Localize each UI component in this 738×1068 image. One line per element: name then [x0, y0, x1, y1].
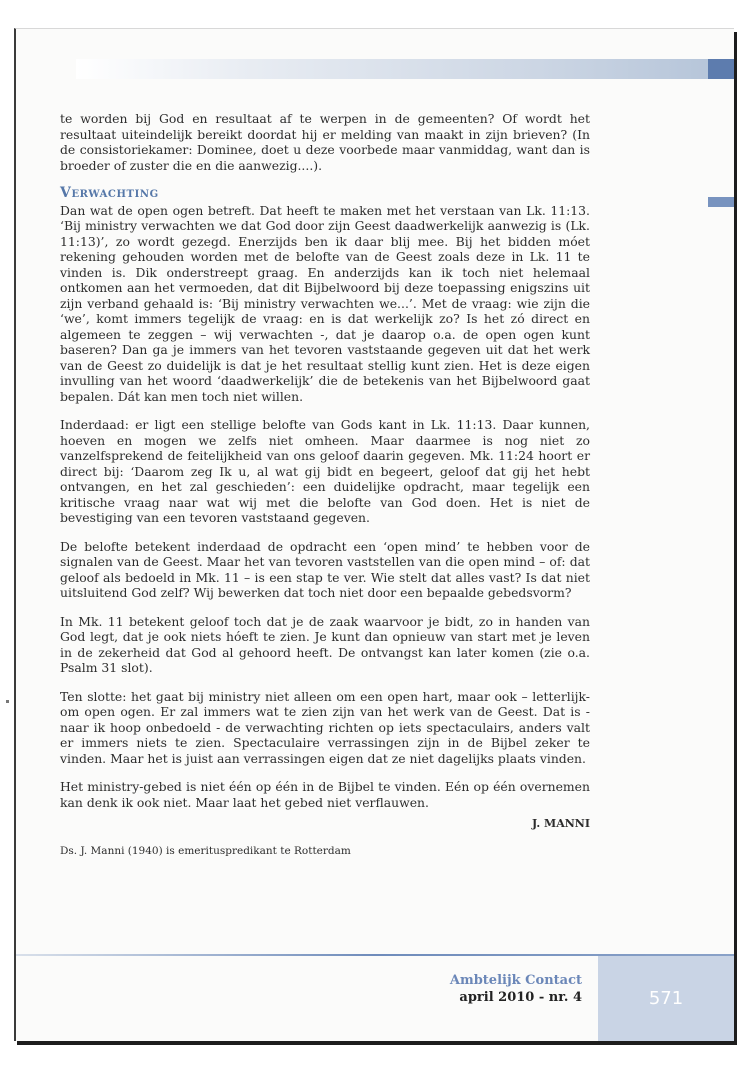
page-number: 571 — [648, 988, 684, 1009]
header-bar-accent — [708, 59, 734, 79]
page-number-block — [598, 956, 734, 1041]
journal-issue: april 2010 - nr. 4 — [459, 990, 582, 1005]
section-heading: Verwachting — [60, 185, 159, 201]
paragraph-5: Ten slotte: het gaat bij ministry niet alleen om een open hart, maar ook – letterlijk- om open ogen. Er zal immers wat te zien zijn van het werk van de Geest. Dat is - naar ik hoop onbedoeld - de verwachting richten op iets spectaculairs, anders valt er immers niets te zien. Spectaculaire verrassingen zijn in de Bijbel zeker te vinden. Maar het is juist aan verrassingen eigen dat ze niet dagelijks plaats vinden. — [60, 688, 590, 766]
intro-paragraph: te worden bij God en resultaat af te werpen in de gemeenten? Of wordt het resultaat uiteindelijk bereikt doordat hij er melding van maakt in zijn brieven? (In de consistoriekamer: Dominee, doet u deze voorbede maar vanmiddag, want dan is broeder of zuster die en die aanwezig....). — [60, 111, 590, 173]
paragraph-3: De belofte betekent inderdaad de opdracht een ‘open mind’ te hebben voor de signalen van de Geest. Maar het van tevoren vaststellen van die open mind – of: dat geloof als bedoeld in Mk. 11 – is een stap te ver. Wie stelt dat alles vast? Is dat niet uitsluitend God zelf? Wij bewerken dat toch niet door een bepaalde gebedsvorm? — [60, 538, 590, 600]
paragraph-2: Inderdaad: er ligt een stellige belofte van Gods kant in Lk. 11:13. Daar kunnen, hoeven en mogen we zelfs niet omheen. Maar daarmee is nog niet zo vanzelfsprekend de feitelijkheid van ons geloof daarin gegeven. Mk. 11:24 hoort er direct bij: ‘Daarom zeg Ik u, al wat gij bidt en begeert, geloof dat gij het hebt ontvangen, en het zal geschieden’: een duidelijke opdracht, maar tegelijk een kritische vraag naar wat wij met die belofte van God doen. Het is niet de bevestiging van een tevoren vaststaand gegeven. — [60, 417, 590, 525]
margin-mark — [6, 700, 9, 703]
side-marker — [708, 197, 734, 207]
article-body — [60, 111, 590, 872]
header-bar — [76, 59, 734, 79]
paragraph-6: Het ministry-gebed is niet één op één in de Bijbel te vinden. Eén op één overnemen kan denk ik ook niet. Maar laat het gebed niet verflauwen. — [60, 779, 590, 810]
author-bio: Ds. J. Manni (1940) is emerituspredikant te Rotterdam — [60, 844, 351, 857]
paragraph-1: Dan wat de open ogen betreft. Dat heeft te maken met het verstaan van Lk. 11:13. ‘Bij ministry verwachten we dat God door zijn Geest daadwerkelijk aanwezig is (Lk. 11:13)’, zo wordt gezegd. Enerzijds ben ik daar blij mee. Bij het bidden móet rekening gehouden worden met de belofte van de Geest zoals deze in Lk. 11 te vinden is. Dik onderstreept graag. En anderzijds kan ik toch niet helemaal ontkomen aan het vermoeden, dat dit Bijbelwoord bij deze toepassing enigszins uit zijn verband gehaald is: ‘Bij ministry verwachten we...’. Met de vraag: wie zijn die ‘we’, komt immers tegelijk de vraag: en is dat werkelijk zo? Is het zó direct en algemeen te zeggen – wij verwachten -, dat je daarop o.a. de open ogen kunt baseren? Dan ga je immers van het tevoren vaststaande gegeven uit dat het werk van de Geest zo duidelijk is dat je het resultaat stellig kunt zien. Het is deze eigen invulling van het woord ‘daadwerkelijk’ die de betekenis van het Bijbelwoord gaat bepalen. Dát kan men toch niet willen. — [60, 202, 590, 404]
author-signature: J. MANNI — [532, 817, 590, 830]
journal-name: Ambtelijk Contact — [449, 973, 582, 988]
magazine-page — [14, 28, 734, 1041]
paragraph-4: In Mk. 11 betekent geloof toch dat je de zaak waarvoor je bidt, zo in handen van God legt, dat je ook niets hóeft te zien. Je kunt dan opnieuw van start met je leven in de zekerheid dat God al gehoord heeft. De ontvangst kan later komen (zie o.a. Psalm 31 slot). — [60, 613, 590, 675]
journal-info — [450, 973, 582, 1005]
